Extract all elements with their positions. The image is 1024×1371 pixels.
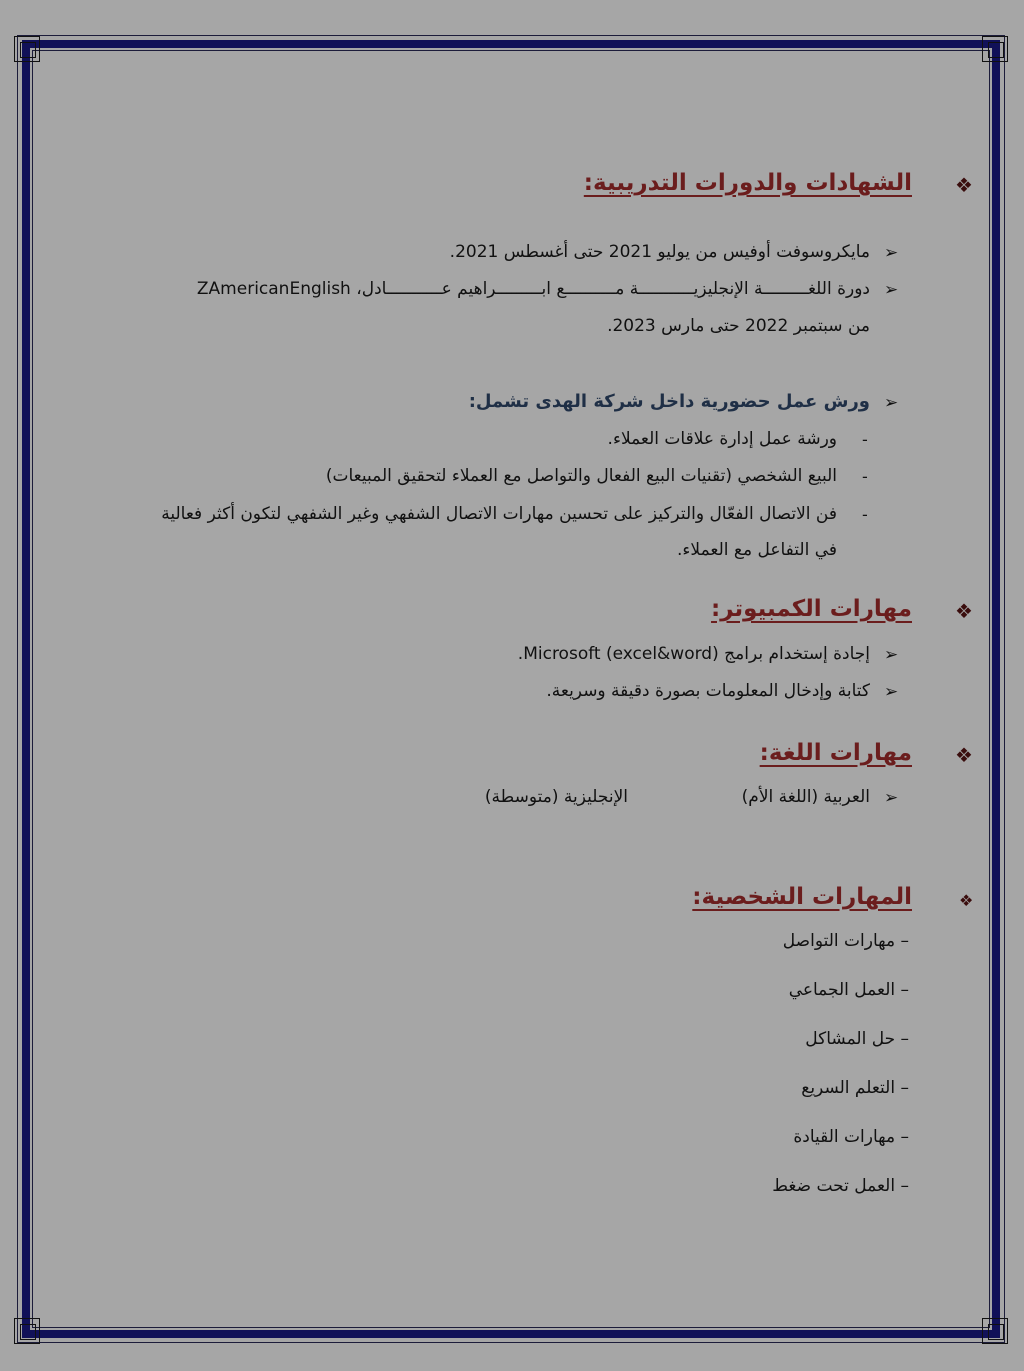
certification-item: دورة اللغـــــــــة الإنجليزيـــــــــــة مــــــــــع ابـــــــــراهيم عـــــــــــادل، ZAmericanEnglish: [196, 279, 870, 299]
computer-skill-item: كتابة وإدخال المعلومات بصورة دقيقة وسريعة.: [546, 681, 870, 701]
corner-ornament-top-right: [982, 36, 1008, 62]
workshop-item-continued: في التفاعل مع العملاء.: [677, 540, 837, 560]
personal-skill-item: – مهارات القيادة: [793, 1127, 909, 1147]
arrow-bullet-icon: ➢: [884, 682, 899, 702]
personal-skill-item: – العمل الجماعي: [788, 980, 909, 1000]
corner-ornament-bottom-left: [14, 1318, 40, 1344]
diamond-bullet-icon: ❖: [955, 743, 973, 767]
diamond-bullet-icon: ❖: [955, 599, 973, 623]
language-english: الإنجليزية (متوسطة): [484, 787, 628, 807]
arrow-bullet-icon: ➢: [884, 243, 899, 263]
personal-skill-item: – مهارات التواصل: [782, 931, 909, 951]
diamond-bullet-icon: ❖: [959, 891, 974, 910]
arrow-bullet-icon: ➢: [884, 788, 899, 808]
diamond-bullet-icon: ❖: [955, 173, 973, 197]
workshop-item: فن الاتصال الفعّال والتركيز على تحسين مهارات الاتصال الشفهي وغير الشفهي لتكون أكثر فعالية: [161, 504, 837, 524]
computer-skills-heading: مهارات الكمبيوتر:: [711, 596, 912, 622]
workshops-heading: ورش عمل حضورية داخل شركة الهدى تشمل:: [468, 391, 870, 412]
certification-item: مايكروسوفت أوفيس من يوليو 2021 حتى أغسطس 2021.: [449, 242, 870, 262]
workshop-item: ورشة عمل إدارة علاقات العملاء.: [607, 429, 837, 449]
personal-skill-item: – التعلم السريع: [801, 1078, 909, 1098]
corner-ornament-top-left: [14, 36, 40, 62]
dash-bullet: -: [862, 505, 868, 524]
corner-ornament-bottom-right: [982, 1318, 1008, 1344]
certification-item-continued: من سبتمبر 2022 حتى مارس 2023.: [607, 316, 870, 336]
arrow-bullet-icon: ➢: [884, 280, 899, 300]
dash-bullet: -: [862, 430, 868, 449]
workshop-item: البيع الشخصي (تقنيات البيع الفعال والتواصل مع العملاء لتحقيق المبيعات): [325, 466, 837, 486]
language-arabic: العربية (اللغة الأم): [741, 787, 870, 807]
arrow-bullet-icon: ➢: [884, 645, 899, 665]
personal-skill-item: – العمل تحت ضغط: [772, 1176, 909, 1196]
personal-skills-heading: المهارات الشخصية:: [692, 884, 912, 910]
computer-skill-item: إجادة إستخدام برامج Microsoft (excel&word).: [517, 644, 870, 664]
certifications-heading: الشهادات والدورات التدريبية:: [583, 170, 912, 196]
language-skills-heading: مهارات اللغة:: [759, 740, 912, 766]
dash-bullet: -: [862, 467, 868, 486]
arrow-bullet-icon: ➢: [884, 393, 899, 413]
personal-skill-item: – حل المشاكل: [805, 1029, 909, 1049]
